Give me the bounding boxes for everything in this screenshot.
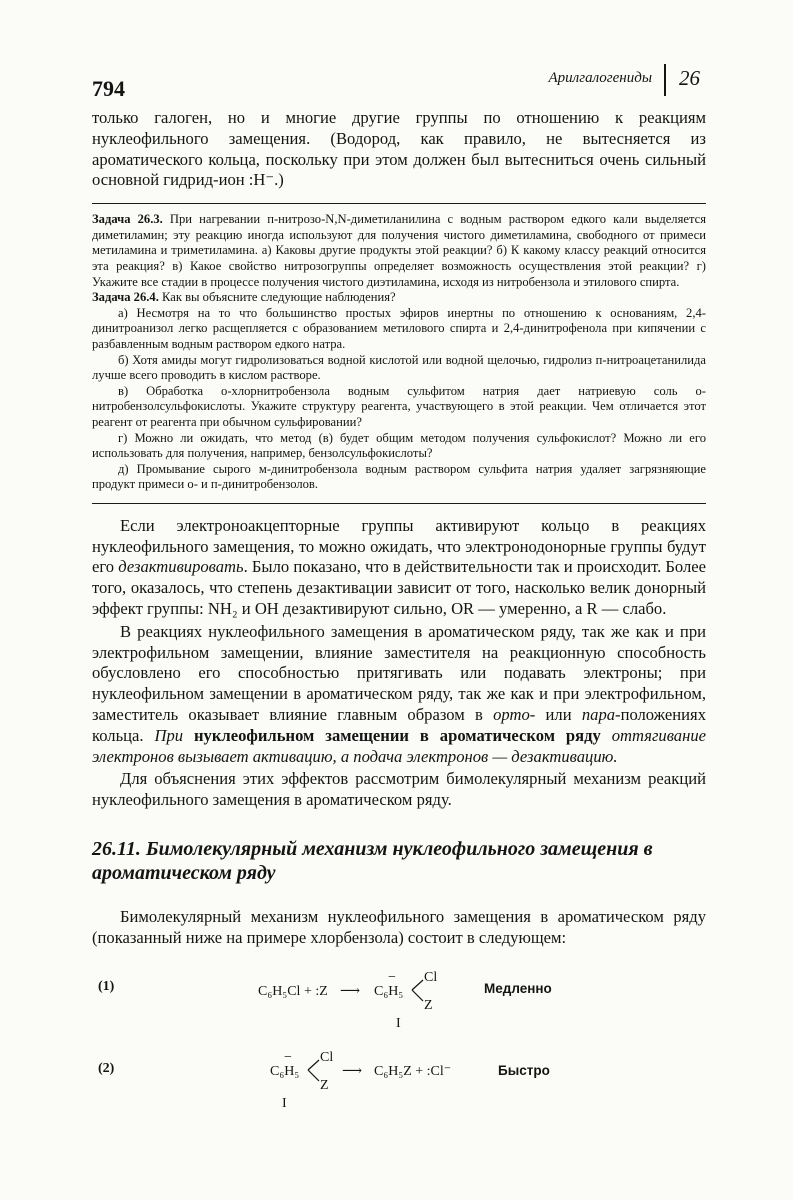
para1-text-2: . Было показано, что в действительности так и происходит. Более того, оказалось, что степень дезактивации зависит от того, насколько велик донорный эффект группы: NH₂ и OH дезактивируют сильно, OR — умеренно, а R — слабо. (92, 557, 707, 619)
paragraph-deactivation (92, 516, 706, 620)
problem-26-4-label: Задача 26.4. (92, 290, 159, 305)
paragraph-mechanism-intro: Бимолекулярный механизм нуклеофильного замещения в ароматическом ряду (показанный ниже на примере хлорбензола) состоит в следующем: (92, 907, 706, 947)
para2-text-2: или (535, 705, 582, 725)
para2-text-1: В реакциях нуклеофильного замещения в ароматическом ряду, так же как и при электрофильном замещении, влияние заместителя на реакционную способность обусловлено его способностью притягивать или подавать электроны; при нуклеофильном замещении в ароматическом ряду, так же как и при электрофильном, заместитель оказывает влияние главным образом в (92, 621, 706, 725)
problem-26-3-label: Задача 26.3. (92, 212, 163, 227)
eq1-label: I (396, 1015, 401, 1031)
problem-26-4-text: Как вы объясните следующие наблюдения? (162, 290, 396, 305)
equation-1-speed: Медленно (484, 980, 552, 996)
para1-emphasis: дезактивировать (118, 557, 244, 577)
para1-text-1: Если электроноакцепторные группы активируют кольцо в реакциях нуклеофильного замещения, то можно ожидать, что электронодонорные группы будут его (92, 515, 706, 577)
para2-orto: орто- (493, 705, 536, 725)
page-number: 794 (92, 76, 125, 101)
paragraph-explanation: Для объяснения этих эффектов рассмотрим бимолекулярный механизм реакций нуклеофильного замещения в ароматическом ряду. (92, 769, 706, 810)
equation-2-speed: Быстро (498, 1062, 550, 1078)
eq2-charge: − (284, 1049, 292, 1065)
problem-26-4-v: в) Обработка о-хлорнитробензола водным сульфитом натрия дает натриевую соль о-нитробензолсульфокислоты. Укажите структуру реагента, участвующего в этой реакции. Чем отличается этот реагент от реагента при обычном сульфировании? (92, 383, 706, 429)
eq2-arrow: ⟶ (342, 1063, 363, 1079)
running-title: Арилгалогениды (548, 70, 652, 86)
equation-2-scheme (266, 1051, 566, 1113)
problem-26-4 (92, 290, 706, 306)
equation-2 (92, 1051, 706, 1113)
problems-bottom-rule (92, 503, 706, 504)
problem-26-3-text: При нагревании п-нитрозо-N,N-диметиланилина с водным раствором едкого кали выделяется диметиламин; эту реакцию иногда используют для получения чистого диметиламина, свободного от примеси метиламина и триметиламина. а) Каковы другие продукты этой реакции? б) К какому классу реакций относится эта реакция? в) Какое свойство нитрозогруппы определяет возможность осуществления этой реакции? г) Укажите все стадии в процессе получения чистого диэтиламина, исходя из нитробензола и этилового спирта. (92, 212, 706, 289)
eq2-bond-top (308, 1060, 319, 1070)
eq2-label: I (282, 1095, 287, 1111)
problem-26-4-b: б) Хотя амиды могут гидролизоваться водной кислотой или водной щелочью, гидролиз п-нитроацетанилида лучше всего проводить в кислом растворе. (92, 352, 706, 383)
chapter-number: 26 (679, 66, 700, 90)
intro-paragraph: только галоген, но и многие другие группы по отношению к реакциям нуклеофильного замещения. (Водород, как правило, не вытесняется из ароматического кольца, поскольку при этом должен был вытесниться очень сильный основной гидрид-ион :H⁻.) (92, 108, 706, 190)
problem-26-4-d: д) Промывание сырого м-динитробензола водным раствором сульфита натрия удаляет загрязняющие продукт примеси о- и п-динитробензолов. (92, 461, 706, 492)
eq2-reactant-core: C₆H₅ (270, 1063, 300, 1079)
para2-em-1: При (154, 725, 184, 745)
problem-26-4-a: а) Несмотря на то что большинство простых эфиров инертны по отношению к основаниям, 2,4-динитроанизол легко расщепляется с образованием метилового спирта и 2,4-динитрофенола при кипячении с разбавленным водным раствором едкого натра. (92, 305, 706, 351)
eq1-charge: − (388, 969, 396, 985)
eq2-sub-bottom: Z (320, 1077, 329, 1093)
equation-2-number: (2) (98, 1060, 115, 1076)
book-page (92, 60, 706, 1113)
eq1-arrow: ⟶ (340, 983, 361, 999)
problems-top-rule (92, 203, 706, 204)
eq1-bond-bottom (412, 990, 423, 1001)
eq1-product-core: C₆H₅ (374, 983, 404, 999)
problem-26-4-g: г) Можно ли ожидать, что метод (в) будет общим методом получения сульфокислот? Можно ли его использовать для получения, например, бензолсульфокислоты? (92, 430, 706, 461)
problems-block (92, 212, 706, 493)
para2-bold: нуклеофильном замещении в ароматическом ряду (183, 725, 601, 745)
problem-26-3 (92, 212, 706, 290)
equation-1 (92, 971, 706, 1033)
paragraph-substituent-effects (92, 622, 706, 768)
eq1-reactants: C₆H₅Cl + :Z (258, 983, 328, 999)
eq2-products: C₆H₅Z + :Cl⁻ (374, 1063, 452, 1079)
equation-1-number: (1) (98, 978, 115, 994)
para2-em-2: оттягивание электронов вызывает активацию, а подача электронов — дезактивацию. (92, 725, 706, 766)
eq1-sub-top: Cl (424, 969, 438, 985)
eq2-sub-top: Cl (320, 1049, 334, 1065)
eq1-bond-top (412, 980, 423, 990)
section-title: 26.11. Бимолекулярный механизм нуклеофильного замещения в ароматическом ряду (92, 838, 653, 885)
eq2-bond-bottom (308, 1070, 319, 1081)
para2-text-3: положениях кольца. (92, 705, 706, 745)
eq1-sub-bottom: Z (424, 997, 433, 1013)
page-header (92, 60, 706, 108)
header-divider (664, 64, 666, 96)
para2-para: пара- (581, 705, 621, 725)
